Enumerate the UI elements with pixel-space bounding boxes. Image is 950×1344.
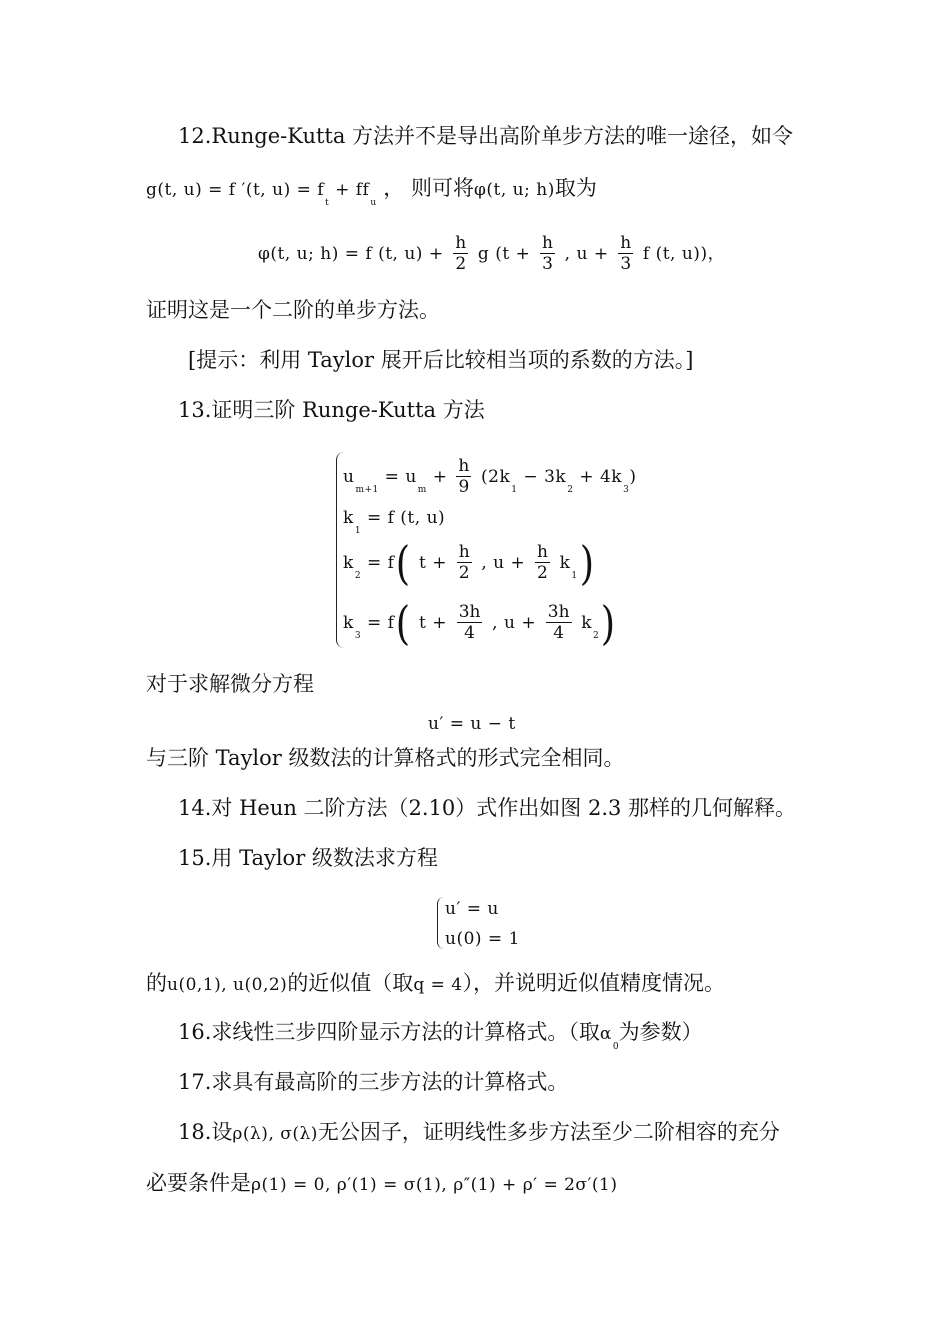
problem-15-intro: 15.用 Taylor 级数法求方程 <box>178 846 438 870</box>
problem-18-line-1: 18.设ρ(λ), σ(λ)无公因子，证明线性多步方法至少二阶相容的充分 <box>178 1120 780 1144</box>
phi-lhs: φ(t, u; h) = f (t, u) + <box>258 244 444 264</box>
problem-18-line-2: 必要条件是ρ(1) = 0, ρ′(1) = σ(1), ρ″(1) + ρ′ = 2σ′(1) <box>146 1171 618 1195</box>
problem-14: 14.对 Heun 二阶方法（2.10）式作出如图 2.3 那样的几何解释。 <box>178 796 797 820</box>
problem-13-conclusion: 与三阶 Taylor 级数法的计算格式的形式完全相同。 <box>146 746 625 770</box>
problem-12-hint: [提示：利用 Taylor 展开后比较相当项的系数的方法。] <box>188 348 694 372</box>
phi-formula <box>258 232 725 274</box>
phi-symbol: φ(t, u; h) <box>473 180 555 200</box>
problem-12-g-definition <box>146 173 597 208</box>
ivp-equation-1: u′ = u <box>445 899 499 919</box>
problem-17: 17.求具有最高阶的三步方法的计算格式。 <box>178 1070 569 1094</box>
fraction-3h-over-4-a: $\frac{3h}{4}$ <box>458 602 481 643</box>
fraction-h-over-3-a: $\frac{h}{3}$ <box>542 233 553 274</box>
g-definition: g(t, u) = f ′(t, $u) = f_t + ff_u$ <box>146 180 377 208</box>
then-take-text: ， 则可将 <box>383 176 474 200</box>
ivp-equation-2: u(0) = 1 <box>445 929 520 949</box>
problem-13-ode: u′ = u − t <box>428 714 516 734</box>
problem-13-for-solving: 对于求解微分方程 <box>146 672 314 696</box>
problem-12-intro-text: 12.Runge-Kutta 方法并不是导出高阶单步方法的唯一途径，如令 <box>178 124 794 148</box>
rk3-equation-k1: $k_1 = f$ (t, u) <box>343 508 446 536</box>
f-tu-close: f (t, u))， <box>642 244 726 264</box>
problem-16: 16.求线性三步四阶显示方法的计算格式。（取$\alpha_0$为参数） <box>178 1020 703 1052</box>
g-t-plus: g (t + <box>477 244 531 264</box>
fraction-h-over-2: $\frac{h}{2}$ <box>455 233 467 274</box>
fraction-h-over-2-k2a: $\frac{h}{2}$ <box>458 542 470 583</box>
rk3-equation-k3: $k_3 = f$( t + $\frac{3h}{4}$ , u + $\frac{3h}{4}$ $k_2$) <box>343 595 616 650</box>
ivp-brace <box>437 897 444 949</box>
problem-12-intro <box>178 121 793 151</box>
rk3-equation-k2: $k_2 = f$( t + $\frac{h}{2}$ , u + $\frac{h}{2}$ $k_1$) <box>343 535 594 590</box>
fraction-h-over-9: $\frac{h}{9}$ <box>458 456 470 497</box>
rk3-equation-1: $u_{m+1} = u_m$ + $\frac{h}{9}$ $(2k_1 - 3k_2 + 4k_3)$ <box>343 456 637 497</box>
problem-12-conclusion: 证明这是一个二阶的单步方法。 <box>146 298 440 322</box>
fraction-h-over-3-b: $\frac{h}{3}$ <box>620 233 632 274</box>
fraction-h-over-2-k2b: $\frac{h}{2}$ <box>536 542 548 583</box>
take-as-text: 取为 <box>554 176 597 200</box>
problem-13-intro: 13.证明三阶 Runge-Kutta 方法 <box>178 398 485 422</box>
fraction-3h-over-4-b: $\frac{3h}{4}$ <box>547 602 570 643</box>
problem-15-tail: 的u(0,1), u(0,2)的近似值（取q = 4），并说明近似值精度情况。 <box>146 971 726 995</box>
comma-u-plus: , u + <box>564 244 609 264</box>
